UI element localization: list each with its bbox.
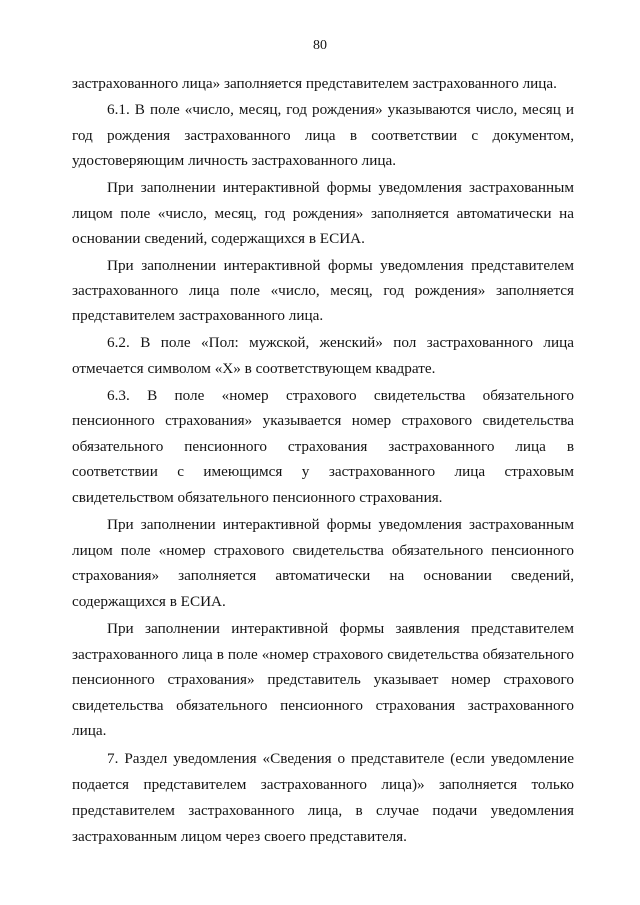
- text-line: застрахованного лица поле «число, месяц, год рождения» заполняется: [72, 282, 574, 299]
- text-line: представителем застрахованного лица, в случае подачи уведомления: [72, 802, 574, 819]
- text-line: удостоверяющим личность застрахованного лица.: [72, 152, 397, 169]
- text-line: пенсионного страхования» указывается номер страхового свидетельства: [72, 412, 574, 429]
- text-line: страхования» заполняется автоматически на основании сведений,: [72, 567, 574, 584]
- text-line: застрахованным лицом через своего представителя.: [72, 828, 407, 845]
- text-line: застрахованного лица» заполняется представителем застрахованного лица.: [72, 75, 557, 92]
- text-line: представителем застрахованного лица.: [72, 307, 324, 324]
- text-line: свидетельством обязательного пенсионного страхования.: [72, 489, 443, 506]
- text-line: отмечается символом «X» в соответствующем квадрате.: [72, 360, 436, 377]
- text-line: год рождения застрахованного лица в соответствии с документом,: [72, 127, 574, 144]
- text-line: 7. Раздел уведомления «Сведения о представителе (если уведомление: [107, 750, 574, 767]
- text-line: застрахованного лица в поле «номер страхового свидетельства обязательного: [72, 646, 574, 663]
- text-line: 6.1. В поле «число, месяц, год рождения» указываются число, месяц и: [107, 101, 574, 118]
- text-line: При заполнении интерактивной формы заявления представителем: [107, 620, 574, 637]
- text-line: основании сведений, содержащихся в ЕСИА.: [72, 230, 365, 247]
- text-line: содержащихся в ЕСИА.: [72, 593, 226, 610]
- text-line: лица.: [72, 722, 107, 739]
- text-line: обязательного пенсионного страхования застрахованного лица в: [72, 438, 574, 455]
- text-line: При заполнении интерактивной формы уведомления застрахованным: [107, 516, 574, 533]
- page-number: 80: [313, 38, 327, 53]
- text-line: лицом поле «номер страхового свидетельства обязательного пенсионного: [72, 542, 574, 559]
- text-line: При заполнении интерактивной формы уведомления представителем: [107, 257, 574, 274]
- text-line: соответствии с имеющимся у застрахованного лица страховым: [72, 463, 574, 480]
- text-line: свидетельства обязательного пенсионного страхования застрахованного: [72, 697, 574, 714]
- text-line: 6.2. В поле «Пол: мужской, женский» пол застрахованного лица: [107, 334, 574, 351]
- text-line: 6.3. В поле «номер страхового свидетельства обязательного: [107, 387, 574, 404]
- text-line: лицом поле «число, месяц, год рождения» заполняется автоматически на: [72, 205, 574, 222]
- text-line: подается представителем застрахованного лица)» заполняется только: [72, 776, 574, 793]
- text-line: При заполнении интерактивной формы уведомления застрахованным: [107, 179, 574, 196]
- text-line: пенсионного страхования» представитель указывает номер страхового: [72, 671, 574, 688]
